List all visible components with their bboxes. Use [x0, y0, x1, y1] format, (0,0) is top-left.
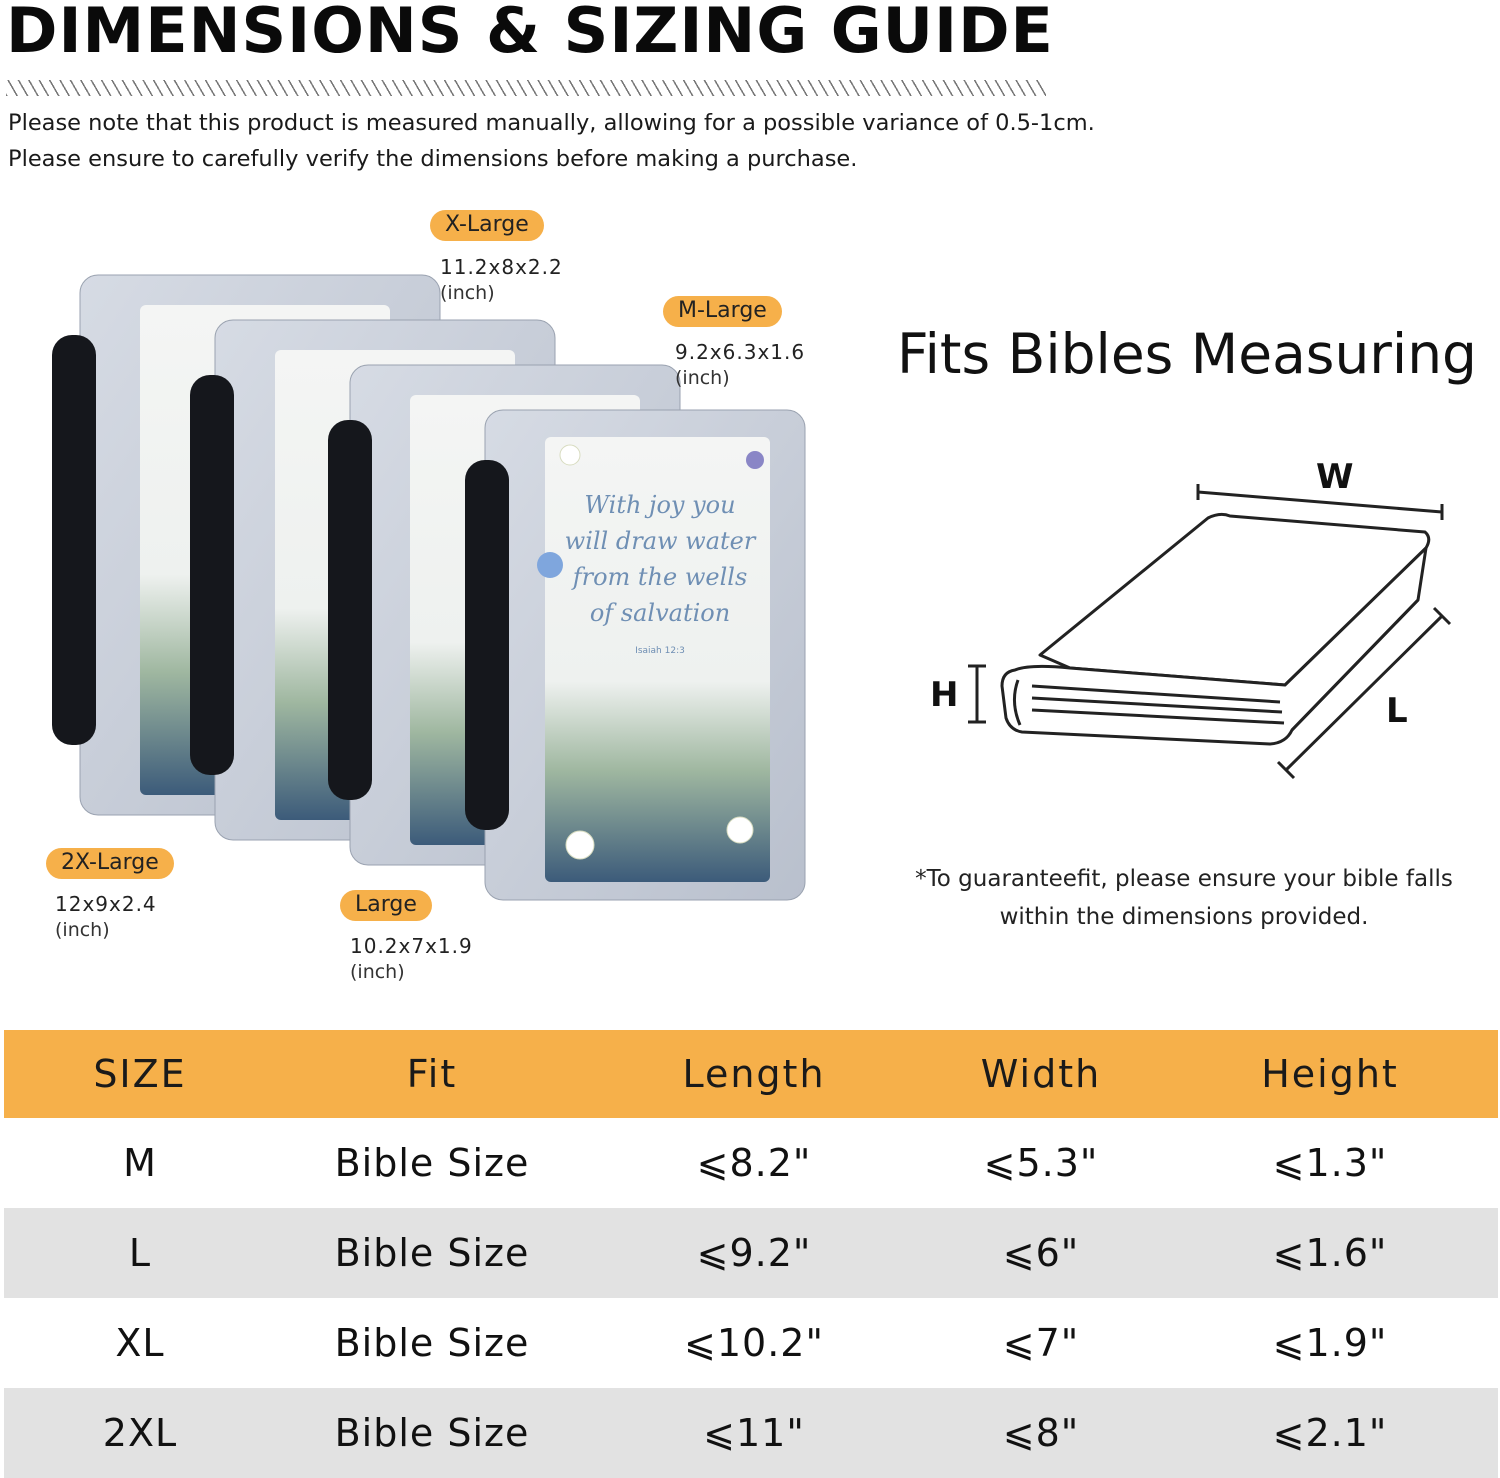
cell-length: ⩽11": [588, 1388, 920, 1478]
table-row: [4, 1388, 1498, 1478]
verify-note: Please ensure to carefully verify the dimensions before making a purchase.: [8, 146, 858, 172]
cell-width: ⩽5.3": [983, 1141, 1099, 1185]
table-header-row: [4, 1030, 1498, 1118]
verse-line-1: With joy you: [584, 491, 736, 519]
guarantee-note: [870, 860, 1498, 936]
size-unit-x-large: (inch): [440, 282, 495, 304]
size-table: [4, 1030, 1498, 1478]
book-dimension-diagram: [920, 440, 1480, 790]
cell-size: 2XL: [4, 1388, 276, 1478]
cell-fit: Bible Size: [276, 1388, 588, 1478]
table-row: [4, 1298, 1498, 1388]
page-title: DIMENSIONS & SIZING GUIDE: [6, 0, 1054, 67]
verse-line-4: of salvation: [589, 599, 731, 627]
cell-width: ⩽7": [1002, 1321, 1080, 1365]
size-pill-large: Large: [340, 890, 432, 921]
cell-height: ⩽1.3": [1272, 1141, 1388, 1185]
cell-size: L: [4, 1208, 276, 1298]
guarantee-line-2: within the dimensions provided.: [999, 904, 1369, 930]
size-dims-m-large: 9.2x6.3x1.6: [675, 340, 806, 364]
size-unit-large: (inch): [350, 961, 405, 983]
table-row: [4, 1118, 1498, 1208]
cell-height: ⩽1.6": [1162, 1208, 1498, 1298]
size-pill-2x-large: 2X-Large: [46, 848, 174, 879]
header-size: SIZE: [4, 1030, 276, 1118]
table-row: [4, 1208, 1498, 1298]
size-unit-2x-large: (inch): [55, 919, 110, 941]
header-width: Width: [920, 1030, 1162, 1118]
guarantee-line-1: *To guaranteefit, please ensure your bible falls: [915, 866, 1453, 892]
cell-fit: Bible Size: [276, 1208, 588, 1298]
height-label: H: [930, 675, 959, 715]
cell-width: ⩽8": [920, 1388, 1162, 1478]
measurement-note: Please note that this product is measured manually, allowing for a possible variance of 0.5-1cm.: [8, 110, 1095, 136]
size-pill-m-large: M-Large: [663, 296, 782, 327]
length-label: L: [1386, 691, 1408, 731]
cell-fit: Bible Size: [334, 1141, 530, 1185]
fits-heading: Fits Bibles Measuring: [897, 322, 1477, 386]
header-height: Height: [1162, 1030, 1498, 1118]
width-label: W: [1316, 457, 1354, 497]
cell-size: M: [123, 1141, 157, 1185]
cell-width: ⩽6": [920, 1208, 1162, 1298]
cell-length: ⩽8.2": [696, 1141, 812, 1185]
verse-line-3: from the wells: [572, 563, 748, 591]
hatch-divider: [6, 80, 1046, 96]
size-dims-x-large: 11.2x8x2.2: [440, 255, 563, 279]
cover-m: [465, 410, 805, 900]
size-dims-2x-large: 12x9x2.4: [55, 892, 157, 916]
cell-size: XL: [115, 1321, 165, 1365]
cell-height: ⩽2.1": [1162, 1388, 1498, 1478]
verse-reference: Isaiah 12:3: [635, 646, 685, 656]
cell-length: ⩽9.2": [588, 1208, 920, 1298]
cell-length: ⩽10.2": [684, 1321, 824, 1365]
cell-height: ⩽1.9": [1272, 1321, 1388, 1365]
size-pill-x-large: X-Large: [430, 210, 544, 241]
header-length: Length: [588, 1030, 920, 1118]
size-dims-large: 10.2x7x1.9: [350, 934, 473, 958]
verse-line-2: will draw water: [564, 527, 756, 555]
header-fit: Fit: [276, 1030, 588, 1118]
size-unit-m-large: (inch): [675, 367, 730, 389]
cell-fit: Bible Size: [334, 1321, 530, 1365]
